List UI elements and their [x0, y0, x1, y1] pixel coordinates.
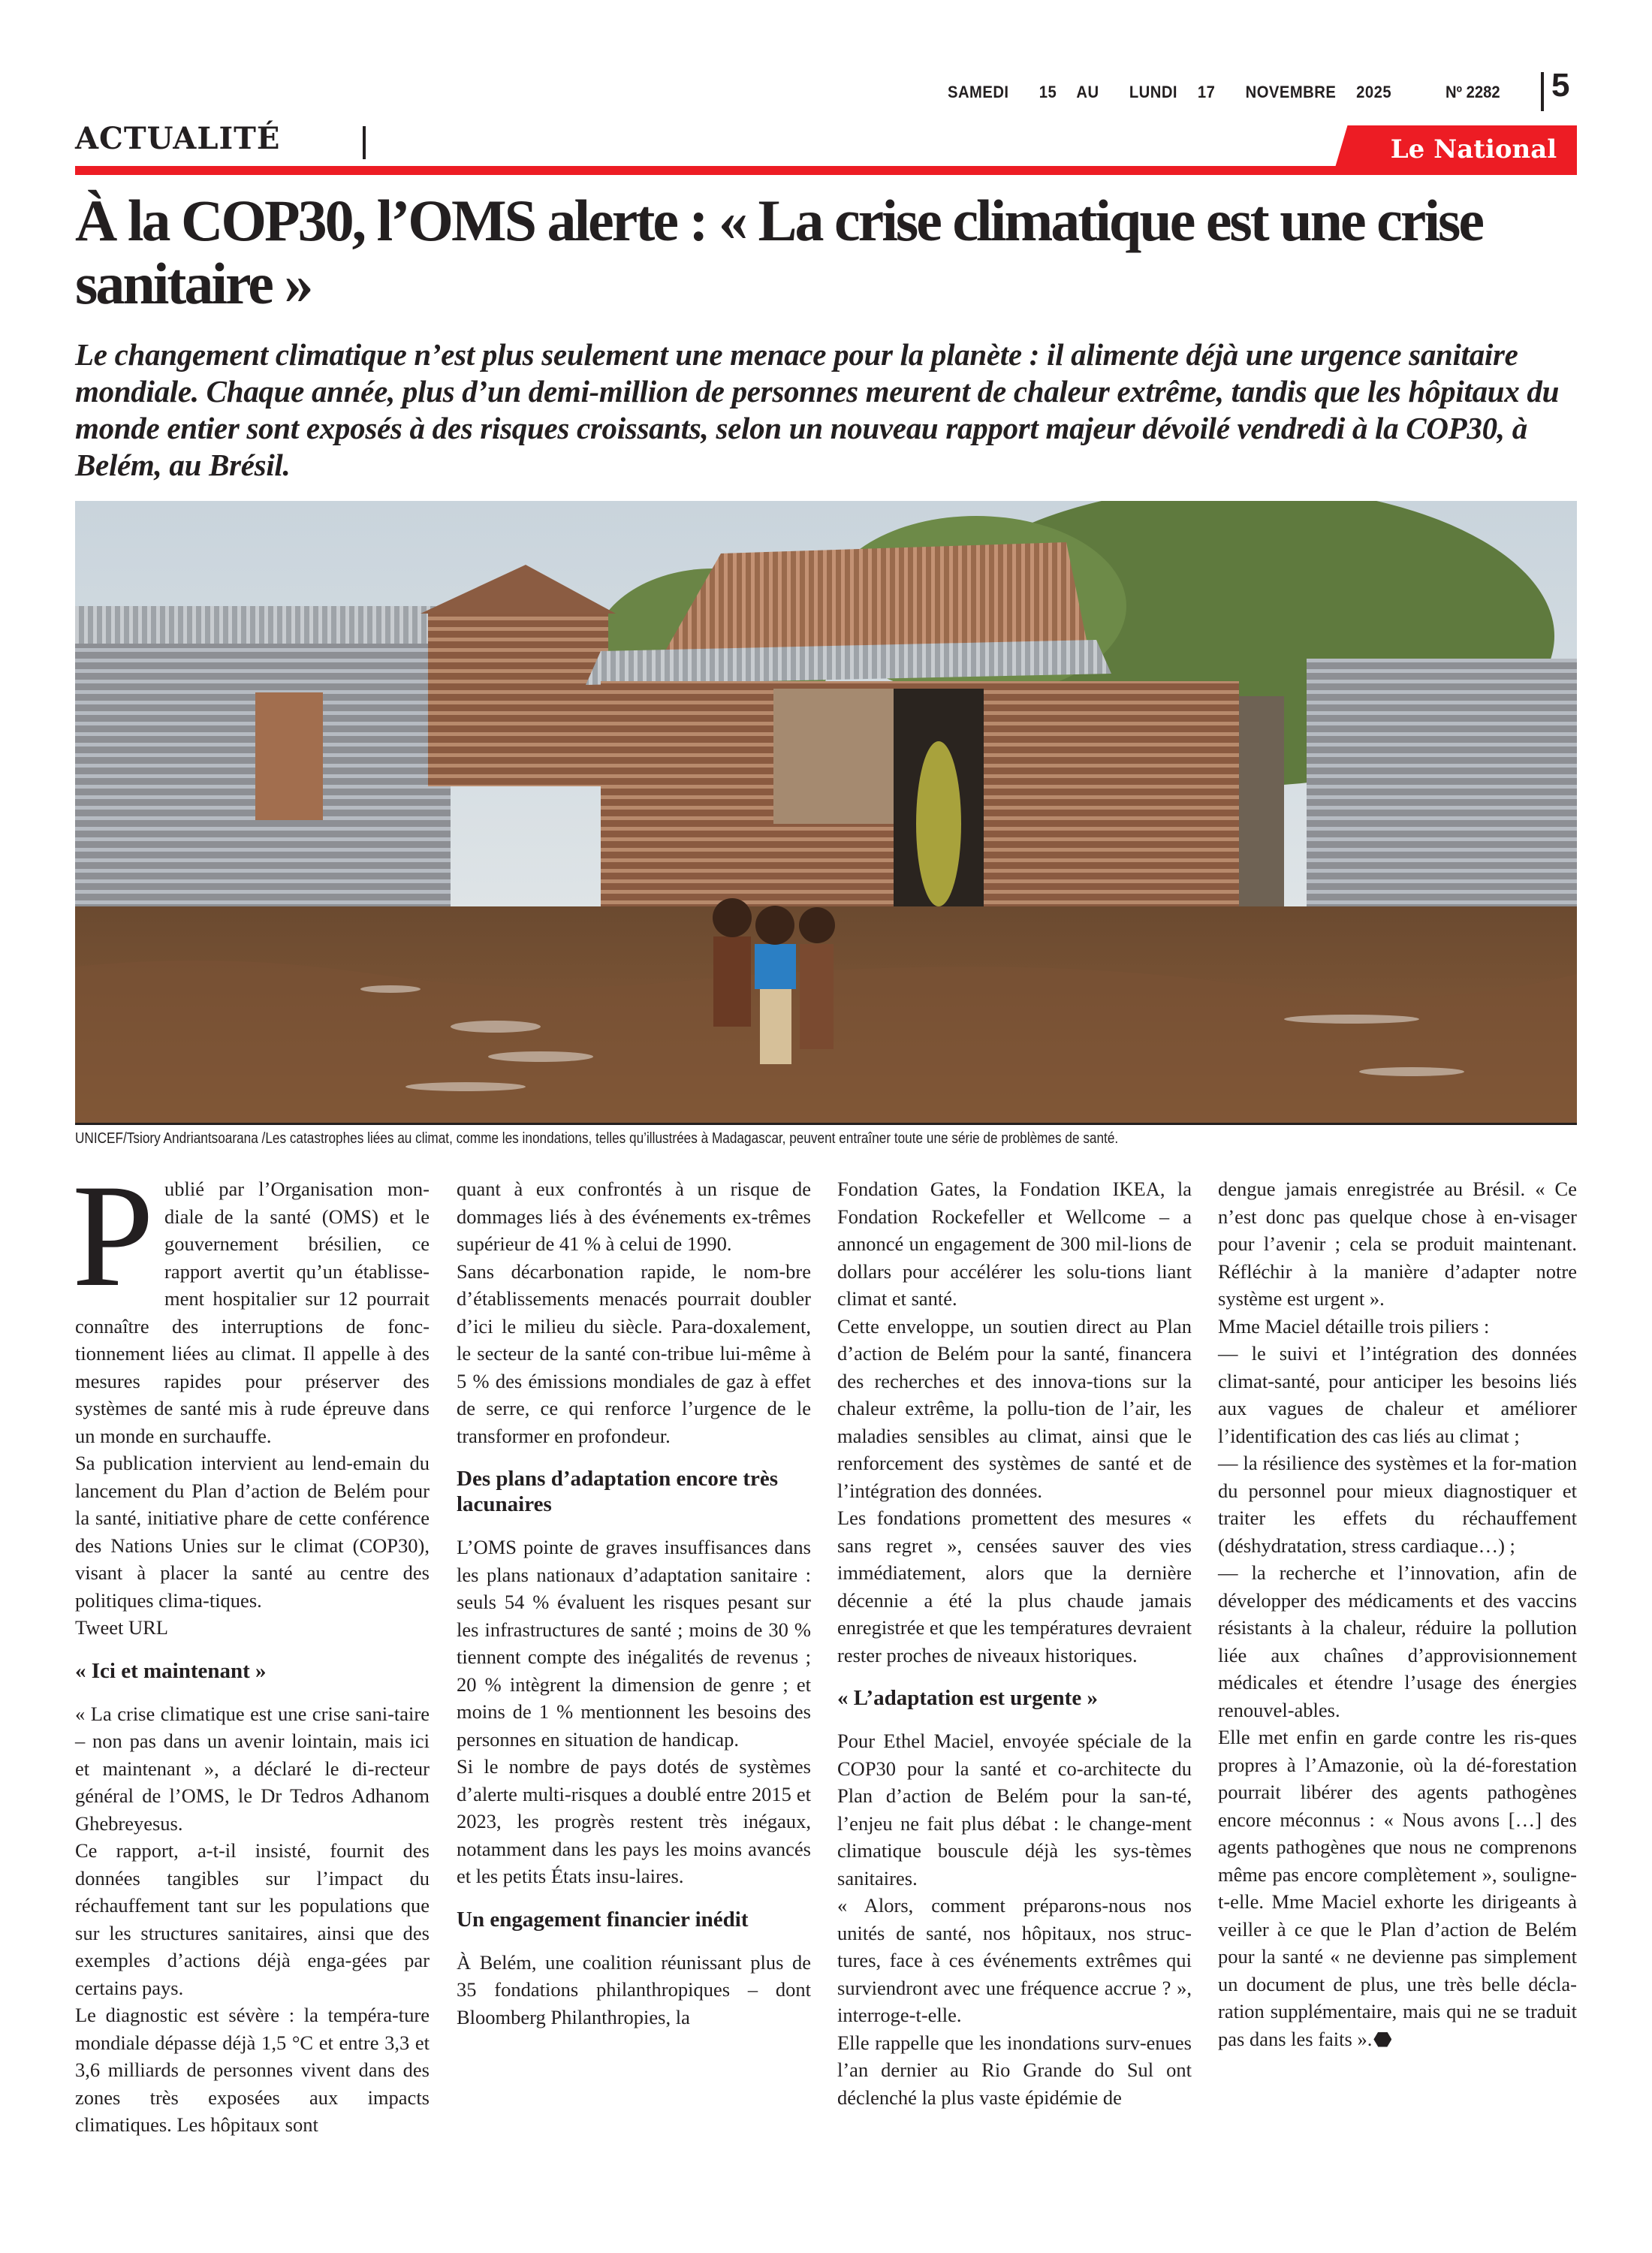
- article-photo: [75, 501, 1577, 1123]
- paragraph: dengue jamais enregistrée au Brésil. « Ce n’est donc pas quelque chose à en-visager pour l’avenir ; cela se produit maintenant. Réfléchir à la manière d’adapter notre système est urgent ».: [1218, 1178, 1577, 1310]
- paragraph: Elle rappelle que les inondations surv-enues l’an dernier au Rio Grande do Sul ont déclenché la plus vaste épidémie de: [837, 2031, 1192, 2109]
- page-number: 5: [1551, 67, 1570, 104]
- tweet-url-text: Tweet URL: [75, 1616, 168, 1639]
- subheading: Un engagement financier inédit: [457, 1907, 749, 1932]
- paragraph: Cette enveloppe, un soutien direct au Plan d’action de Belém pour la santé, financera des recherches et des innova-tions sur la chaleur extrême, la pollu-tion de l’air, les maladies sensibles au climat, ainsi que le renforcement des systèmes de santé et de l’intégration des données.: [837, 1314, 1192, 1502]
- article-column-3: [837, 1175, 1192, 2111]
- paragraph: À Belém, une coalition réunissant plus de 35 fondations philanthropiques – dont Bloomberg Philanthropies, la: [457, 1950, 811, 2028]
- brand-name: Le National: [1390, 134, 1557, 164]
- issue-number: Nº 2282: [1446, 83, 1500, 101]
- paragraph: quant à eux confrontés à un risque de dommages liés à des événements ex-trêmes supérieur de 41 % à celui de 1990.: [457, 1178, 811, 1255]
- drop-cap: P: [72, 1154, 155, 1317]
- paragraph: Sa publication intervient au lend-emain du lancement du Plan d’action de Belém pour la santé, initiative phare de cette conférence des Nations Unies sur le climat (COP30), visant à placer la santé au centre des politiques clima-tiques.: [75, 1452, 430, 1612]
- subheading: Des plans d’adaptation encore très lacunaires: [457, 1467, 779, 1516]
- paragraph: Mme Maciel détaille trois piliers :: [1218, 1314, 1490, 1338]
- list-item: — la recherche et l’innovation, afin de développer des médicaments et des vaccins résistants à la chaleur, réduire la pollution liée aux chaînes d’approvisionnement médicales et étendre l’usage des énergies renouvel-ables.: [1218, 1561, 1577, 1721]
- paragraph: Pour Ethel Maciel, envoyée spéciale de la COP30 pour la santé et co-architecte du Plan d’action de Belém pour la san-té, l’enjeu ne fait plus débat : le change-ment climatique bouscule déjà les sys-tèmes sanitaires.: [837, 1730, 1192, 1890]
- article-headline: À la COP30, l’OMS alerte : « La crise climatique est une crise sanitaire »: [75, 188, 1483, 316]
- paragraph: « La crise climatique est une crise sani-taire – non pas dans un avenir lointain, mais ici et maintenant », a déclaré le di-recteur général de l’OMS, le Dr Tedros Adhanom Ghebreyesus.: [75, 1702, 430, 1835]
- article-column-4: [1218, 1175, 1577, 2052]
- paragraph: Les fondations promettent des mesures « sans regret », censées sauver des vies immédiatement, alors que la dernière décennie a été la plus chaude jamais enregistrée et que les températures devraient rester proches de niveaux historiques.: [837, 1507, 1192, 1666]
- page-number-divider: [1541, 72, 1544, 111]
- photo-bottom-rule: [75, 1123, 1577, 1125]
- issue-date: SAMEDI 15 AU LUNDI 17 NOVEMBRE 2025: [948, 83, 1392, 101]
- photo-caption: UNICEF/Tsiory Andriantsoarana /Les catastrophes liées au climat, comme les inondations, telles qu’illustrées à Madagascar, peuvent entraîner toute une série de problèmes de santé.: [75, 1130, 1119, 1147]
- list-item: — le suivi et l’intégration des données climat-santé, pour anticiper les besoins liés aux vagues de chaleur et améliorer l’identification des cas liés au climat ;: [1218, 1342, 1577, 1447]
- subheading: « Ici et maintenant »: [75, 1658, 267, 1683]
- paragraph: « Alors, comment préparons-nous nos unités de santé, nos hôpitaux, nos struc-tures, face à ces événements extrêmes qui surviendront avec une fréquence accrue ? », interroge-t-elle.: [837, 1894, 1192, 2026]
- article-column-2: [457, 1175, 811, 2031]
- paragraph: Ce rapport, a-t-il insisté, fournit des données tangibles sur l’impact du réchauffement tant sur les populations que sur les structures sanitaires, ainsi que des exemples d’actions déjà enga-gées par certains pays.: [75, 1839, 430, 1999]
- end-of-article-icon: [1373, 2032, 1391, 2047]
- flooded-village-photo-illustration: [75, 501, 1577, 1123]
- paragraph: Le diagnostic est sévère : la tempéra-ture mondiale dépasse déjà 1,5 °C et entre 3,3 et 3,6 milliards de personnes vivent dans des zones très exposées aux impacts climatiques. Les hôpitaux sont: [75, 2004, 430, 2136]
- paragraph: [1218, 1724, 1577, 2052]
- subheading: « L’adaptation est urgente »: [837, 1686, 1098, 1710]
- section-label: ACTUALITÉ: [75, 121, 281, 156]
- section-divider: [363, 126, 366, 159]
- paragraph: Fondation Gates, la Fondation IKEA, la Fondation Rockefeller et Wellcome – a annoncé un engagement de 300 mil-lions de dollars pour accélérer les solu-tions liant climat et santé.: [837, 1178, 1192, 1310]
- article-column-1: [72, 1154, 430, 2139]
- list-item: — la résilience des systèmes et la for-mation du personnel pour mieux diagnostiquer et traiter les effets du réchauffement (déshydratation, stress cardiaque…) ;: [1218, 1452, 1577, 1557]
- paragraph: L’OMS pointe de graves insuffisances dans les plans nationaux d’adaptation sanitaire : seuls 54 % évaluent les risques pesant sur les infrastructures de santé ; moins de 30 % tiennent compte des inégalités de revenus ; 20 % intègrent la dimension de genre ; et moins de 1 % mentionnent les besoins des personnes en situation de handicap.: [457, 1536, 811, 1751]
- paragraph: Sans décarbonation rapide, le nom-bre d’établissements menacés pourrait doubler d’ici le milieu du siècle. Para-doxalement, le secteur de la santé con-tribue lui-même à 5 % des émissions mondiales de gaz à effet de serre, ce qui renforce l’urgence de le transformer en profondeur.: [457, 1259, 811, 1447]
- paragraph: Si le nombre de pays dotés de systèmes d’alerte multi-risques a doublé entre 2015 et 2023, les progrès restent très inégaux, notamment dans les pays les moins avancés et les petits États insu-laires.: [457, 1755, 811, 1887]
- closing-paragraph-text: Elle met enfin en garde contre les ris-ques propres à l’Amazonie, où la dé-forestation pourrait libérer des agents pathogènes encore méconnus : « Nous avons […] des agents pathogènes que nous ne comprenons même pas encore complètement », souligne-t-elle. Mme Maciel exhorte les dirigeants à veiller à ce que le Plan d’action de Belém pour la santé « ne devienne pas simplement un document de plus, une très belle décla-ration supplémentaire, mais qui ne se traduit pas dans les faits ».: [1218, 1726, 1577, 2050]
- article-standfirst: Le changement climatique n’est plus seulement une menace pour la planète : il alimente déjà une urgence sanitaire mondiale. Chaque année, plus d’un demi-million de personnes meurent de chaleur extrême, tandis que les hôpitaux du monde entier sont exposés à des risques croissants, selon un nouveau rapport majeur dévoilé vendredi à la COP30, à Belém, au Brésil.: [75, 337, 1560, 482]
- paragraph: ublié par l’Organisation mon-diale de la santé (OMS) et le gouvernement brésilien, ce rapport avertit qu’un établisse-ment hospitalier sur 12 pourrait connaître des interruptions de fonc-tionnement liées au climat. Il appelle à des mesures rapides pour préserver des systèmes de santé mis à rude épreuve dans un monde en surchauffe.: [75, 1178, 430, 1447]
